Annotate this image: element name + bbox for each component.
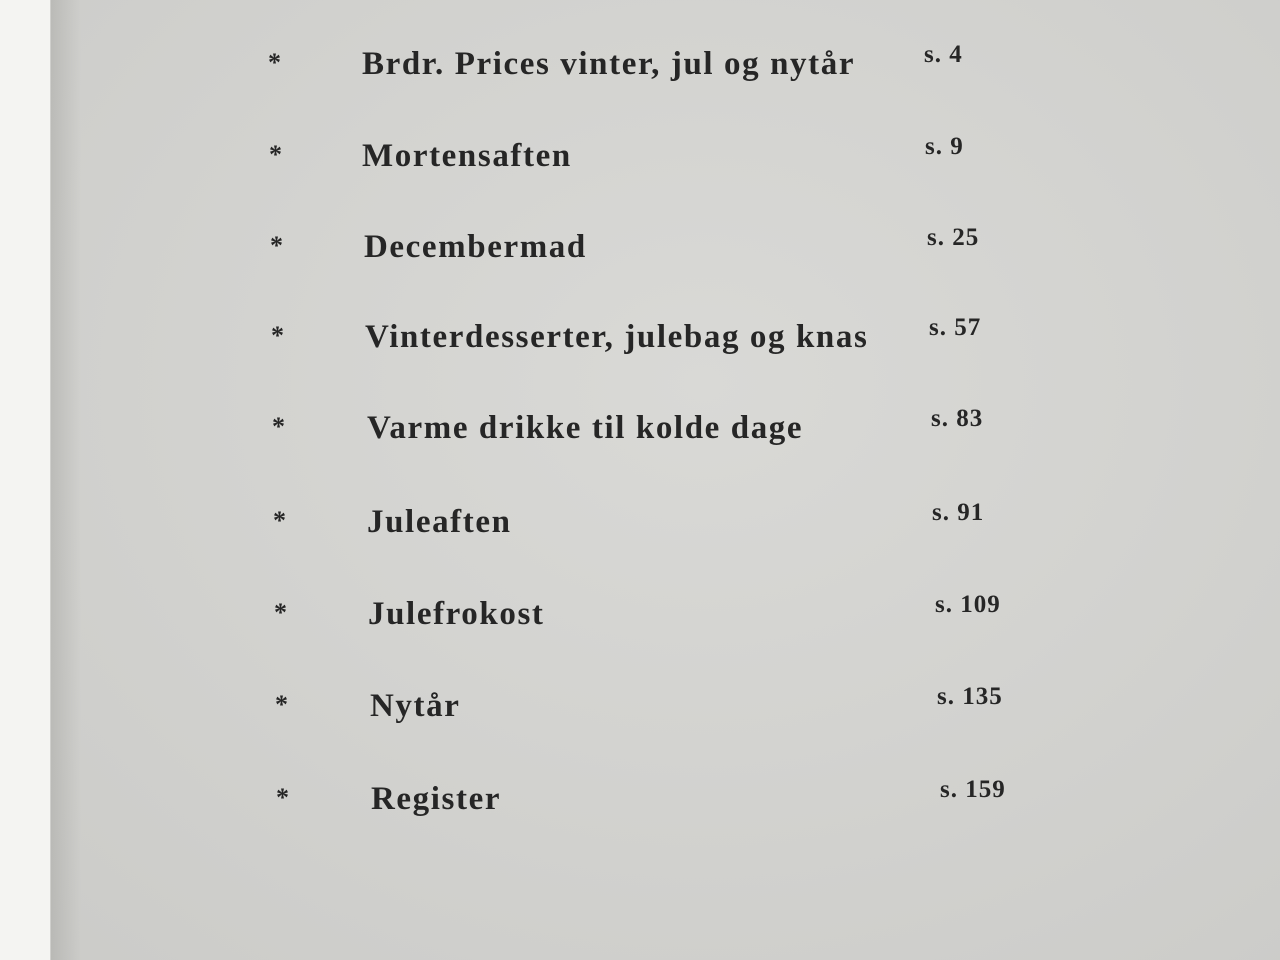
toc-entry bbox=[0, 499, 1100, 566]
toc-entry-page: s. 109 bbox=[935, 591, 1001, 618]
toc-entry-title: Brdr. Prices vinter, jul og nytår bbox=[362, 46, 856, 82]
toc-entry-page: s. 57 bbox=[929, 314, 982, 341]
toc-entry bbox=[0, 41, 1100, 108]
toc-entry-page: s. 159 bbox=[940, 776, 1006, 803]
toc-bullet: * bbox=[273, 506, 286, 535]
toc-bullet: * bbox=[269, 140, 282, 169]
toc-entry bbox=[0, 591, 1100, 658]
toc-bullet: * bbox=[274, 598, 287, 627]
toc-entry bbox=[0, 314, 1100, 381]
toc-entry-title: Register bbox=[371, 781, 502, 817]
toc-bullet: * bbox=[271, 321, 284, 350]
toc-entry bbox=[0, 224, 1100, 291]
toc-entry-title: Juleaften bbox=[367, 504, 512, 540]
toc-entry bbox=[0, 683, 1100, 750]
toc-entry-page: s. 135 bbox=[937, 683, 1003, 710]
toc-entry-page: s. 9 bbox=[925, 133, 964, 160]
toc-entry bbox=[0, 133, 1100, 200]
toc-bullet: * bbox=[272, 412, 285, 441]
toc-bullet: * bbox=[276, 783, 289, 812]
toc-entry-title: Nytår bbox=[370, 688, 461, 724]
toc-entry-title: Decembermad bbox=[364, 229, 587, 265]
toc-entry-title: Varme drikke til kolde dage bbox=[367, 410, 804, 446]
toc-bullet: * bbox=[268, 48, 281, 77]
toc-bullet: * bbox=[270, 231, 283, 260]
toc-entry-page: s. 83 bbox=[931, 405, 984, 432]
toc-entry-page: s. 4 bbox=[924, 41, 963, 68]
toc-entry-title: Mortensaften bbox=[362, 138, 572, 174]
toc-entry-page: s. 25 bbox=[927, 224, 980, 251]
toc-entry-page: s. 91 bbox=[932, 499, 985, 526]
toc-entry-title: Julefrokost bbox=[368, 596, 545, 632]
toc-entry-title: Vinterdesserter, julebag og knas bbox=[365, 319, 869, 355]
toc-entry bbox=[0, 405, 1100, 472]
toc-entry bbox=[0, 776, 1100, 843]
toc-bullet: * bbox=[275, 690, 288, 719]
